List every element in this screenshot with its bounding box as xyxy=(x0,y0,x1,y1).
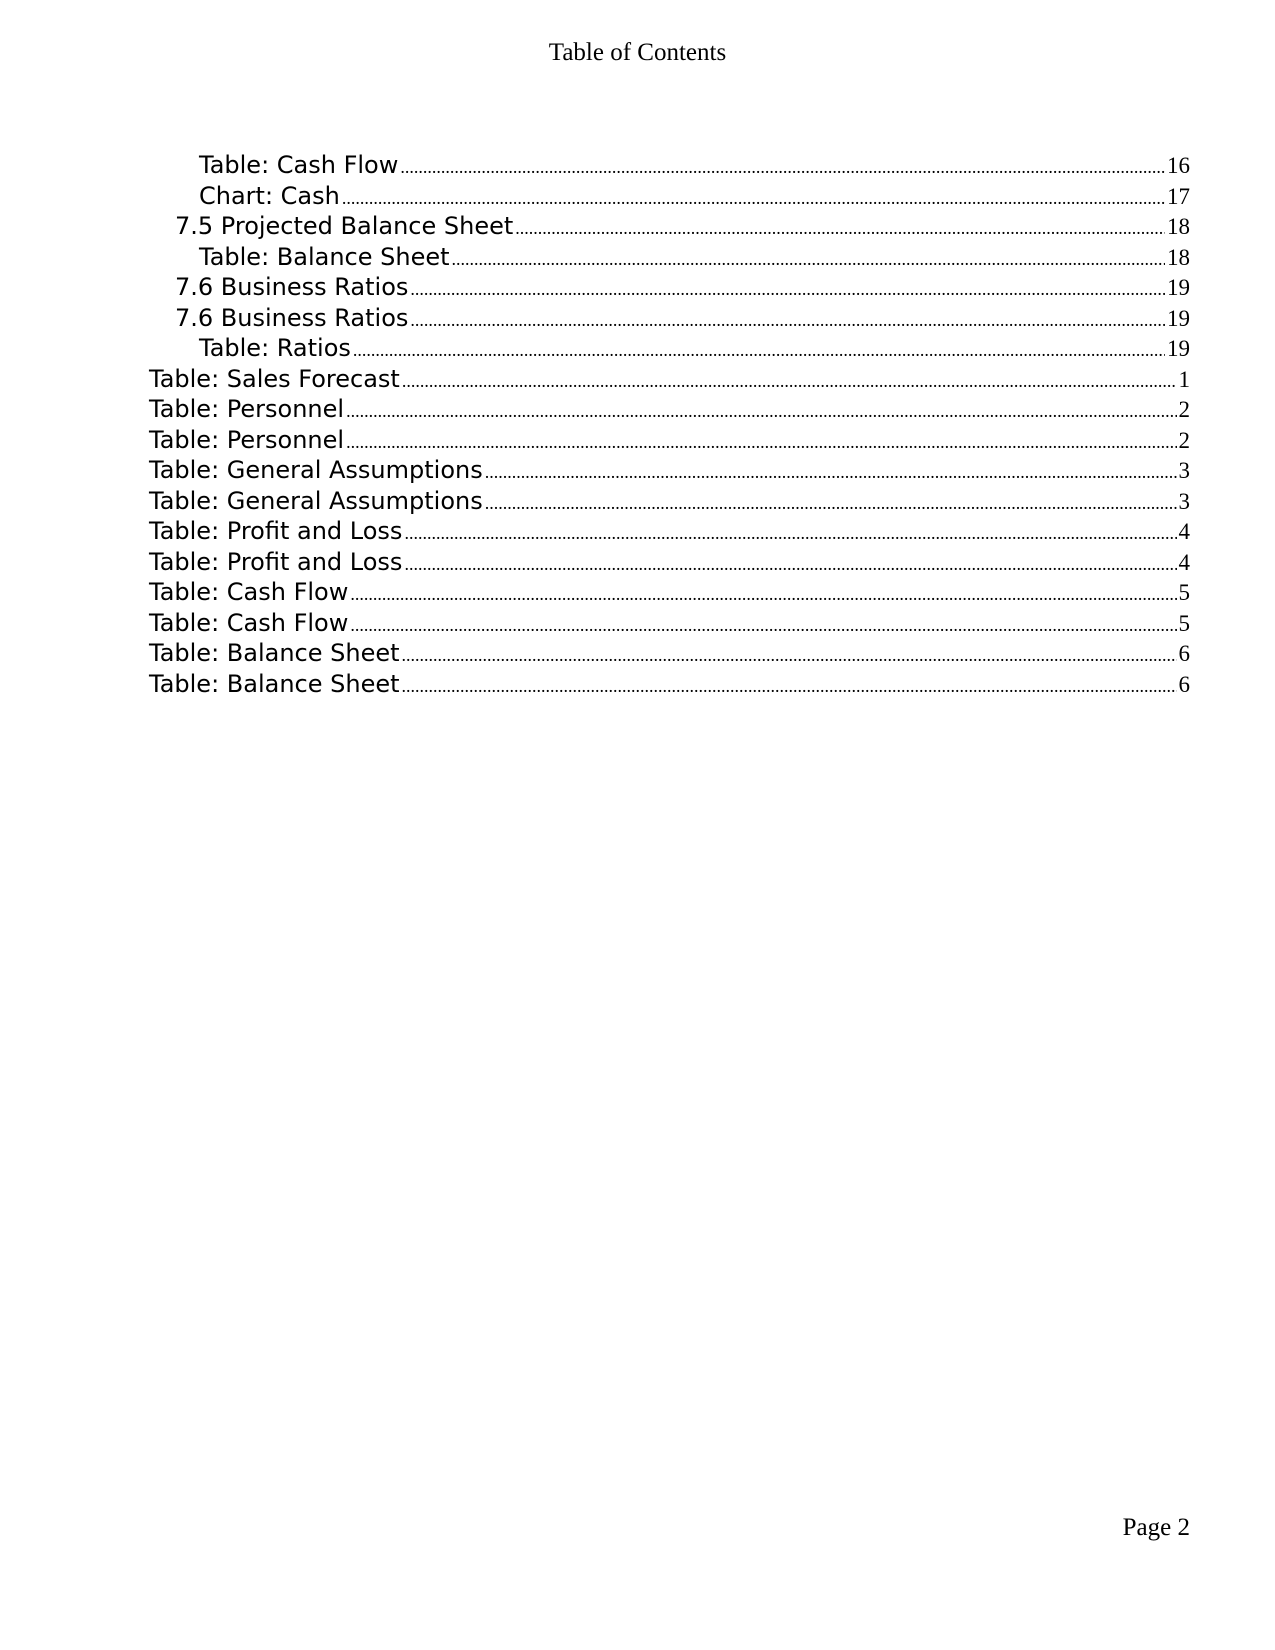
toc-entry-title: Table: Ratios xyxy=(199,334,351,362)
toc-entry-page: 4 xyxy=(1178,549,1190,575)
toc-dot-leader xyxy=(404,518,1176,549)
toc-entry[interactable] xyxy=(149,547,1190,578)
toc-entry[interactable] xyxy=(149,303,1190,334)
toc-entry-page: 18 xyxy=(1167,214,1190,239)
toc-entry-title: Table: General Assumptions xyxy=(149,456,483,484)
page-number: Page 2 xyxy=(1122,1514,1190,1541)
toc-dot-leader xyxy=(485,457,1177,488)
toc-dot-leader xyxy=(400,152,1165,183)
toc-dot-leader xyxy=(410,305,1165,336)
toc-entry[interactable] xyxy=(149,516,1190,547)
toc-dot-leader xyxy=(350,579,1176,610)
toc-entry-page: 3 xyxy=(1178,458,1190,483)
toc-entry-page: 4 xyxy=(1178,519,1190,544)
toc-entry-page: 2 xyxy=(1178,427,1190,453)
toc-entry[interactable] xyxy=(149,669,1190,700)
toc-entry[interactable] xyxy=(149,394,1190,425)
toc-entry-title: Table: Cash Flow xyxy=(149,578,349,606)
toc-entry-title: Table: Profit and Loss xyxy=(149,547,403,576)
toc-dot-leader xyxy=(402,366,1177,397)
toc-dot-leader xyxy=(404,549,1176,580)
toc-entry[interactable] xyxy=(149,181,1190,212)
toc-entry-title: Table: Personnel xyxy=(149,425,345,454)
toc-dot-leader xyxy=(410,274,1165,305)
toc-entry-page: 18 xyxy=(1167,244,1190,270)
toc-dot-leader xyxy=(350,610,1176,641)
toc-entry-title: Table: Cash Flow xyxy=(149,608,349,637)
toc-entry-page: 2 xyxy=(1178,397,1190,422)
toc-entry-page: 5 xyxy=(1178,580,1190,605)
toc-dot-leader xyxy=(346,427,1176,458)
toc-entry[interactable] xyxy=(149,364,1190,395)
toc-entry-page: 19 xyxy=(1167,275,1190,300)
toc-entry-title: Table: Balance Sheet xyxy=(199,242,450,271)
toc-entry-page: 19 xyxy=(1167,305,1190,331)
toc-entry-title: Chart: Cash xyxy=(199,181,340,210)
toc-dot-leader xyxy=(342,183,1165,214)
toc-dot-leader xyxy=(452,244,1165,275)
toc-entry[interactable] xyxy=(149,577,1190,608)
toc-entry-title: Table: Sales Forecast xyxy=(149,364,400,393)
toc-dot-leader xyxy=(515,213,1165,244)
toc-entry-page: 17 xyxy=(1167,183,1190,209)
toc-entry[interactable] xyxy=(149,272,1190,303)
toc-dot-leader xyxy=(353,335,1165,366)
toc-entry-title: 7.6 Business Ratios xyxy=(175,273,409,301)
toc-entry[interactable] xyxy=(149,150,1190,181)
toc-entry-title: 7.5 Projected Balance Sheet xyxy=(175,212,514,240)
toc-entry-page: 16 xyxy=(1167,153,1190,178)
toc-entry-page: 1 xyxy=(1178,366,1190,392)
toc-entry-page: 6 xyxy=(1178,671,1190,697)
toc-dot-leader xyxy=(346,396,1176,427)
toc-entry-title: Table: Balance Sheet xyxy=(149,639,400,667)
toc-entry-title: Table: Balance Sheet xyxy=(149,669,400,698)
toc-entry-page: 3 xyxy=(1178,488,1190,514)
page-title: Table of Contents xyxy=(548,39,727,66)
toc-entry-page: 5 xyxy=(1178,610,1190,636)
table-of-contents xyxy=(149,150,1190,699)
toc-entry-page: 19 xyxy=(1167,336,1190,361)
toc-entry-title: Table: Personnel xyxy=(149,395,345,423)
toc-dot-leader xyxy=(485,488,1177,519)
toc-entry-title: Table: Profit and Loss xyxy=(149,517,403,545)
toc-entry-page: 6 xyxy=(1178,641,1190,666)
toc-entry[interactable] xyxy=(149,211,1190,242)
toc-entry-title: 7.6 Business Ratios xyxy=(175,303,409,332)
toc-entry[interactable] xyxy=(149,333,1190,364)
toc-entry[interactable] xyxy=(149,486,1190,517)
toc-entry-title: Table: Cash Flow xyxy=(199,151,399,179)
toc-dot-leader xyxy=(402,640,1177,671)
toc-entry[interactable] xyxy=(149,425,1190,456)
toc-entry-title: Table: General Assumptions xyxy=(149,486,483,515)
toc-dot-leader xyxy=(402,671,1177,702)
toc-entry[interactable] xyxy=(149,638,1190,669)
toc-entry[interactable] xyxy=(149,242,1190,273)
toc-entry[interactable] xyxy=(149,608,1190,639)
toc-entry[interactable] xyxy=(149,455,1190,486)
